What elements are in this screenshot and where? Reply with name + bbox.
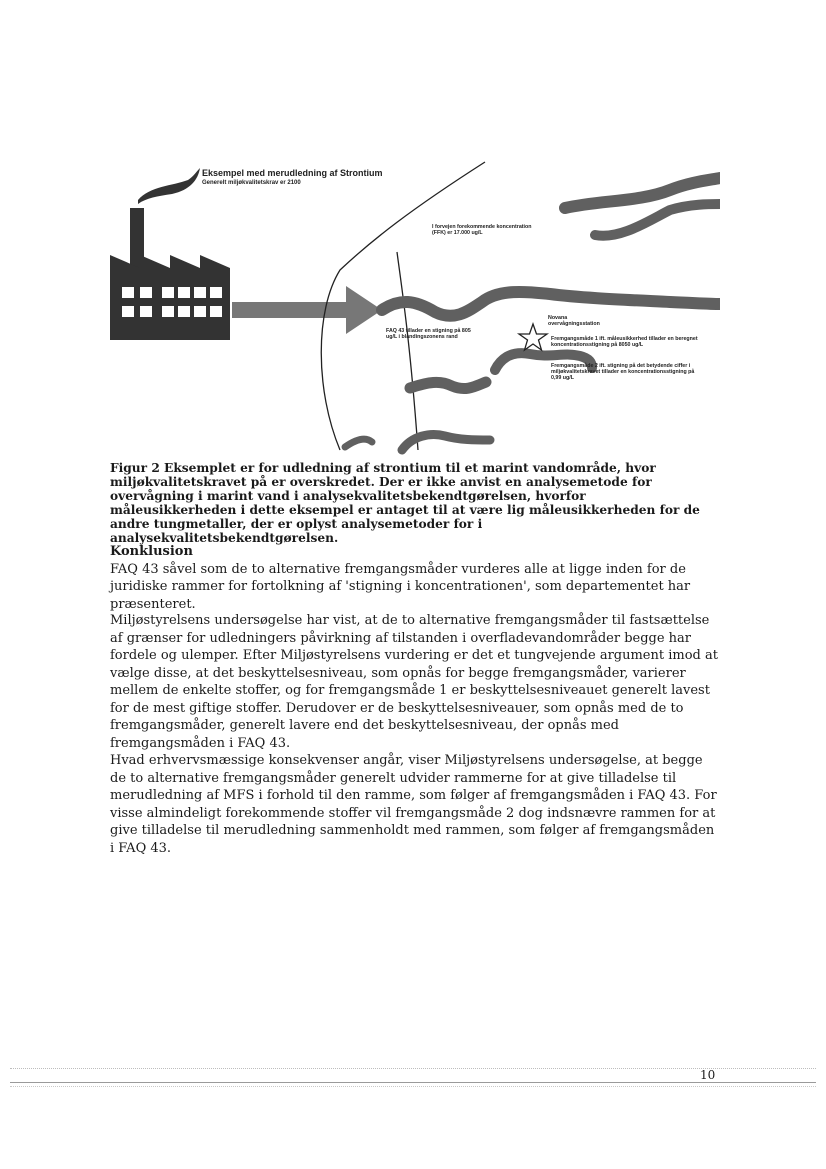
figure-subtitle: Generelt miljøkvalitetskrav er 2100: [202, 180, 301, 186]
paragraph-2-text: Miljøstyrelsens undersøgelse har vist, at de to alternative fremgangsmåder til fastsættelse af grænser for udledningers påvirkning af tilstanden i overfladevandområder begge har fordele og ulemper. Efter Miljøstyrelsens vurdering er det et tungvejende argument imod at vælge disse, at det beskyttelsesniveau, som opnås for begge fremgangsmåder, varierer mellem de enkelte stoffer, og for fremgangsmåde 1 er beskyttelsesniveauet generelt lavest for de mest giftige stoffer. Derudover er de beskyttelsesniveauer, som opnås med de to fremgangsmåder, generelt lavere end det beskyttelsesniveau, der opnås med fremgangsmåden i FAQ 43.: [110, 613, 718, 751]
footer-divider-lower: [10, 1086, 816, 1087]
konklusion-heading: Konklusion: [110, 544, 193, 559]
novana-label: Novana overvågningsstation: [548, 315, 600, 328]
paragraph-2: [110, 612, 718, 752]
page-number: 10: [700, 1068, 716, 1082]
paragraph-3-text: Hvad erhvervsmæssige konsekvenser angår, viser Miljøstyrelsens undersøgelse, at begge de to alternative fremgangsmåder generelt udvider rammerne for at give tilladelse til merudledning af MFS i forhold til den ramme, som følger af fremgangsmåden i FAQ 43. For visse almindeligt forekommende stoffer vil fremgangsmåde 2 dog indsnævre rammen for at give tilladelse til merudledning sammenholdt med rammen, som følger af fremgangsmåden i FAQ 43.: [110, 753, 717, 856]
paragraph-3: [110, 752, 718, 857]
figure-illustration: [110, 160, 720, 455]
konklusion-section: [110, 543, 718, 613]
factory-icon: [110, 208, 230, 340]
footer-rule: [10, 1082, 816, 1083]
konklusion-text: FAQ 43 såvel som de to alternative fremgangsmåder vurderes alle at ligge inden for de juridiske rammer for fortolkning af 'stigning i koncentrationen', som departementet har præsenteret.: [110, 561, 691, 612]
figure-caption: Figur 2 Eksemplet er for udledning af strontium til et marint vandområde, hvor miljøkvalitetskravet på er overskredet. Der er ikke anvist en analysemetode for overvågning i marint vand i analysekvalitetsbekendtgørelsen, hvorfor måleusikkerheden i dette eksempel er antaget til at være lig måleusikkerheden for de andre tungmetaller, der er oplyst analysemetoder for i analysekvalitetsbekendtgørelsen.: [110, 461, 700, 545]
star-icon: [519, 324, 547, 350]
strontium-figure: [110, 160, 720, 455]
figure-title: Eksempel med merudledning af Strontium: [202, 168, 383, 178]
faq43-note: FAQ 43 tillader en stigning på 805 ug/L i blandingszonens rand: [386, 328, 471, 341]
smoke-plume: [138, 168, 200, 204]
fremgangsmaade1-note: Fremgangsmåde 1 ift. måleusikkerhed tillader en beregnet koncentrationsstigning på 8050 ug/L: [551, 336, 698, 349]
fremgangsmaade2-note: Fremgangsmåde 2 ift. stigning på det betydende ciffer i miljøkvalitetskravet tillader en koncentrationsstigning på 0,99 ug/L: [551, 363, 695, 382]
discharge-arrow-icon: [232, 286, 382, 334]
footer-divider: [10, 1068, 816, 1069]
ffk-note: I forvejen forekommende koncentration (FFK) er 17.000 ug/L: [432, 224, 532, 237]
